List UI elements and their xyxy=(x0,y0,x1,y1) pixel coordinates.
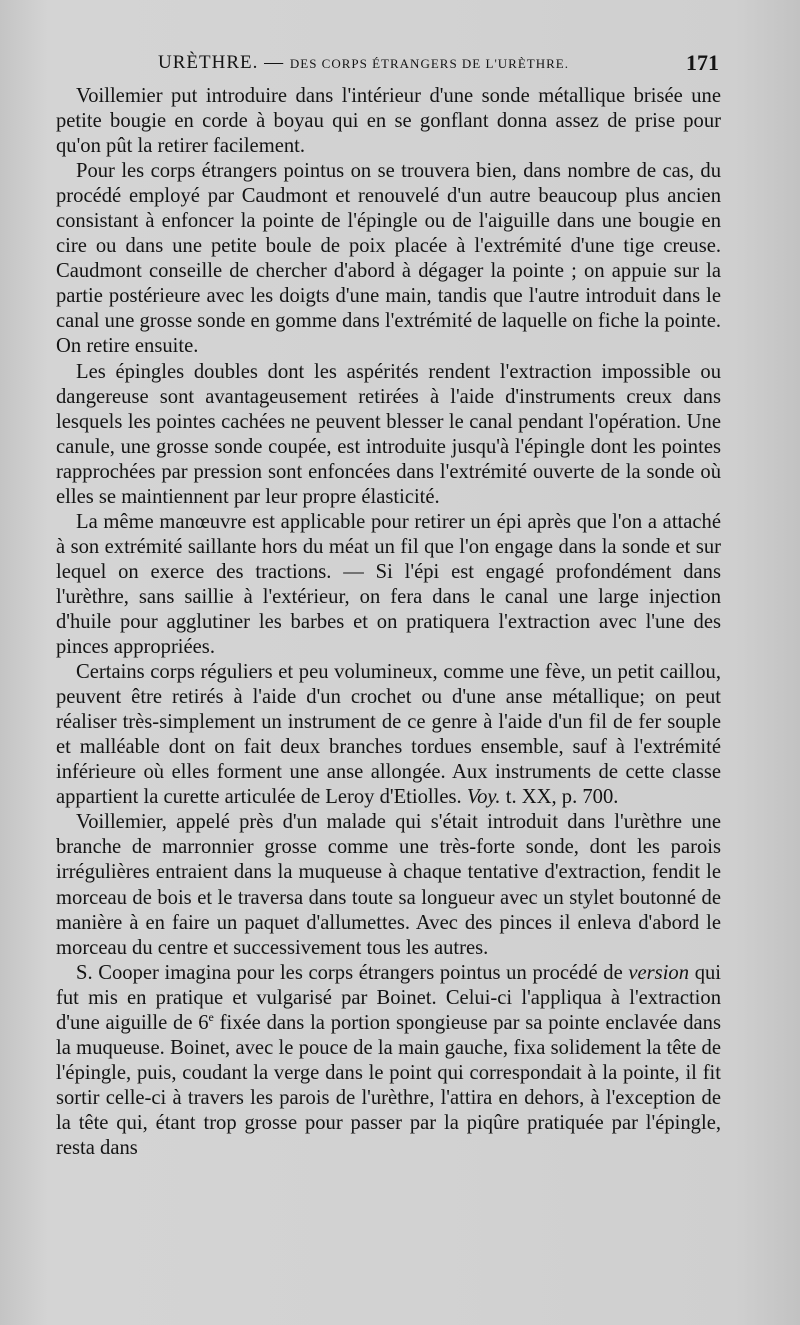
paragraph-7-part-1: S. Cooper imagina pour les corps étrangers pointus un procédé de xyxy=(76,961,623,984)
paragraph-2: Pour les corps étrangers pointus on se trouvera bien, dans nombre de cas, du procédé employé par Caudmont et renouvelé d'un autre beaucoup plus ancien consistant à enfoncer la pointe de l'épingle ou de l'aiguille dans une bougie en cire ou dans une petite boule de poix placée à l'extrémité d'une tige creuse. Caudmont conseille de chercher d'abord à dégager la pointe ; on appuie sur la partie postérieure avec les doigts d'une main, tandis que l'autre introduit dans le canal une grosse sonde en gomme dans l'extrémité de laquelle on fiche la pointe. On retire ensuite. xyxy=(56,160,721,358)
paragraph-7-part-3: fixée dans la portion spongieuse par sa pointe enclavée dans la muqueuse. Boinet, avec le pouce de la main gauche, fixa solidement la tête de l'épingle, puis, coudant la verge dans le point qui correspondait à la pointe, il fit sortir celle-ci à travers les parois de l'urèthre, l'attira en dehors, à l'exception de la tête qui, étant trop grosse pour passer par la piqûre pratiquée par l'épingle, resta dans xyxy=(56,1011,721,1159)
paragraph-3: Les épingles doubles dont les aspérités rendent l'extraction impossible ou dangereuse sont avantageusement retirées à l'aide d'instruments creux dans lesquels les pointes cachées ne peuvent blesser le canal pendant l'opération. Une canule, une grosse sonde coupée, est introduite jusqu'à l'épingle dont les pointes rapprochées par pression sont enfoncées dans l'extrémité ouverte de la sonde où elles se maintiennent par leur propre élasticité. xyxy=(56,360,721,508)
header-dash: — xyxy=(258,52,290,73)
page-number: 171 xyxy=(686,50,719,75)
version-term: version xyxy=(628,961,690,984)
paragraph-1: Voillemier put introduire dans l'intérieur d'une sonde métallique brisée une petite bougie en corde à boyau qui en se gonflant donna assez de prise pour qu'on pût la retirer facilement. xyxy=(56,85,721,158)
ordinal-superscript: e xyxy=(208,1009,214,1024)
paragraph-7-part-2: qui fut mis en pratique et vulgarisé par Boinet. Celui-ci l'appliqua à l'extraction d'une aiguille de 6 xyxy=(56,961,722,1034)
paragraph-6: Voillemier, appelé près d'un malade qui s'était introduit dans l'urèthre une branche de marronnier grosse comme une très-forte sonde, dont les parois irrégulières entraient dans la muqueuse à chaque tentative d'extraction, fendit le morceau de bois et le traversa dans toute sa longueur avec un stylet boutonné de manière à en faire un paquet d'allumettes. Avec des pinces il enleva d'abord le morceau du centre et successivement tous les autres. xyxy=(56,811,721,959)
book-page xyxy=(56,48,721,1161)
paragraph-5 xyxy=(56,660,721,810)
volume-reference: t. XX, p. 700. xyxy=(500,786,619,809)
running-head xyxy=(56,48,721,84)
voy-abbrev: Voy. xyxy=(466,786,501,809)
running-title xyxy=(158,52,569,74)
section-title: DES CORPS ÉTRANGERS DE L'URÈTHRE. xyxy=(289,56,569,71)
paragraph-4: La même manœuvre est applicable pour retirer un épi après que l'on a attaché à son extrémité saillante hors du méat un fil que l'on engage dans la sonde et sur lequel on exerce des tractions. — Si l'épi est engagé profondément dans l'urèthre, sans saillie à l'extérieur, on fera dans le canal une large injection d'huile pour agglutiner les barbes et on pratiquera l'extraction avec l'une des pinces appropriées. xyxy=(56,510,721,659)
paragraph-5-text: Certains corps réguliers et peu volumineux, comme une fève, un petit caillou, peuvent être retirés à l'aide d'un crochet ou d'une anse métallique; on peut réaliser très-simplement un instrument de ce genre à l'aide d'un fil de fer souple et malléable dont on fait deux branches tordues ensemble, sauf à l'extrémité inférieure où elles forment une anse allongée. Aux instruments de cette classe appartient la curette articulée de Leroy d'Etiolles. xyxy=(56,661,721,809)
chapter-title: URÈTHRE. xyxy=(158,52,259,73)
body-text xyxy=(56,84,721,1161)
paragraph-7 xyxy=(56,961,721,1161)
